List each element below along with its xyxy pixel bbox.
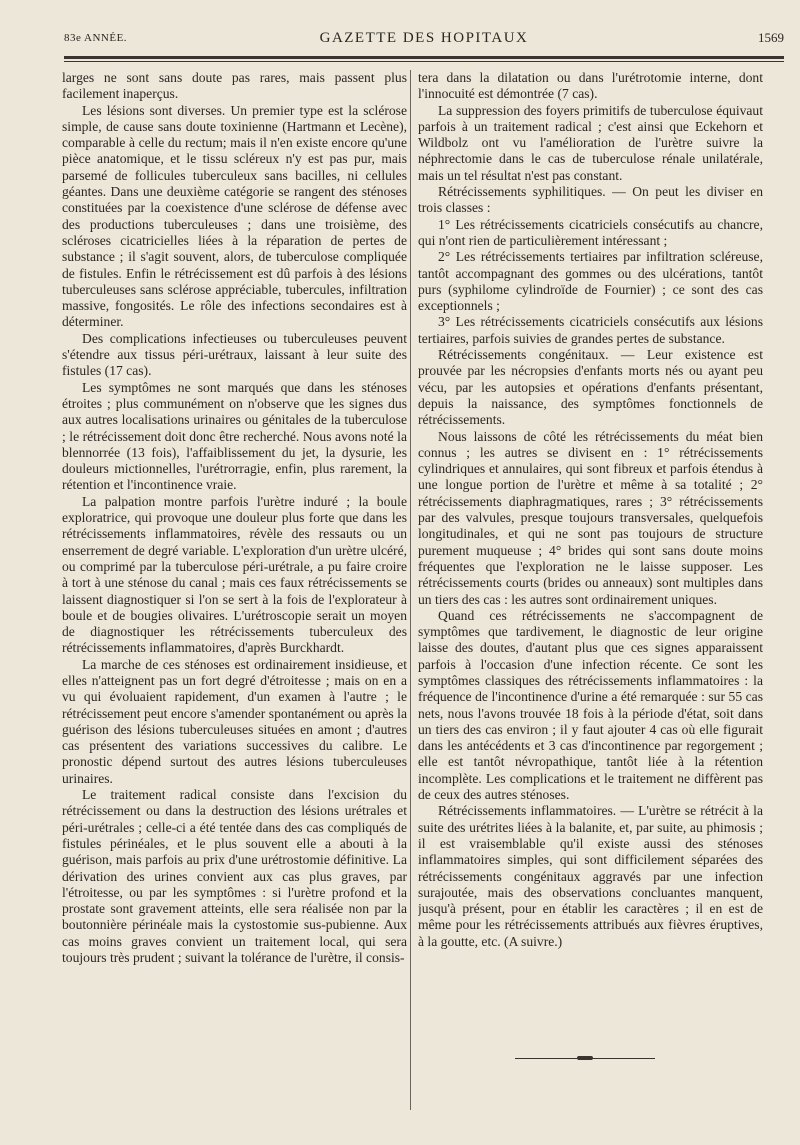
page-header	[64, 30, 784, 50]
left-column	[62, 70, 407, 1110]
paragraph: La marche de ces sténoses est ordinairement insidieuse, et elles n'atteignent pas un fort degré d'étroitesse ; mais on en a vu qui évoluaient rapidement, d'un examen à l'autre ; le rétrécissement peut encore s'amender spontanément ou après la guérison des lésions tuberculeuses situées en amont ; d'autres cas présentent des variations successives du calibre. Le pronostic dépend surtout des autres lésions tuberculeuses urinaires.	[62, 656, 407, 786]
column-divider	[410, 70, 411, 1110]
paragraph: Quand ces rétrécissements ne s'accompagnent de symptômes que tardivement, le diagnostic de leur origine laisse des doutes, d'autant plus que ces signes apparaissent parfois à l'occasion d'une infection récente. Ce sont les symptômes classiques des rétrécissements inflammatoires : la fréquence de l'incontinence d'urine a été remarquée : sur 55 cas nets, nous l'avons trouvée 18 fois à la période d'état, soit dans un tiers des cas environ ; il y faut ajouter 4 cas où elle figurait dans les antécédents et 3 cas d'incontinence par regorgement ; elle est tantôt névropathique, tantôt liée à la rétention incomplète. Les complications et le traitement ne diffèrent pas de ceux des autres sténoses.	[418, 607, 763, 803]
paragraph: larges ne sont sans doute pas rares, mais passent plus facilement inaperçus.	[62, 70, 407, 102]
paragraph: Rétrécissements congénitaux. — Leur existence est prouvée par les nécropsies d'enfants morts nés ou ayant peu vécu, par les autopsies et opérations d'enfants présentant, depuis la naissance, des symptômes fonctionnels de rétrécissements.	[418, 347, 763, 428]
page-number: 1569	[758, 30, 784, 45]
header-rule-thin	[64, 61, 784, 62]
paragraph: Rétrécissements inflammatoires. — L'urètre se rétrécit à la suite des urétrites liées à la balanite, et, par suite, au phimosis ; il est vraisemblable qu'il existe aussi des sténoses inflammatoires simples, qui sont difficilement séparées des rétrécissements congénitaux aggravés par une infection surajoutée, mais des observations concluantes manquent, jusqu'à présent, pour en établir les caractères ; il en est de même pour les rétrécissements attribués aux fièvres éruptives, à la goutte, etc. (A suivre.)	[418, 803, 763, 949]
paragraph: Les lésions sont diverses. Un premier type est la sclérose simple, de cause sans doute toxinienne (Hartmann et Lecène), comparable à celle du rectum; mais il n'en existe encore qu'une pièce anatomique, et le tissu scléreux n'y est pas pur, mais parsemé de follicules tuberculeux sans bacilles, ni cellules géantes. Dans une deuxième catégorie se rangent des sténoses constituées par la coexistence d'une sclérose de défense avec des productions tuberculeuses ; dans une troisième, des scléroses cicatricielles liées à la réparation de pertes de substance ; il s'agit souvent, alors, de tuberculose compliquée de fistules. Enfin le rétrécissement est dû parfois à des lésions tuberculeuses sans sclérose appréciable, tubercules, infiltration massive, fongosités. Le rôle des infections secondaires est à déterminer.	[62, 102, 407, 330]
paragraph: Rétrécissements syphilitiques. — On peut les diviser en trois classes :	[418, 184, 763, 216]
paragraph: Les symptômes ne sont marqués que dans les sténoses étroites ; plus communément on n'observe que les signes dus aux autres localisations urinaires ou génitales de la tuberculose ; le rétrécissement doit donc être recherché. Nous avons noté la blennorrée (13 fois), l'affaiblissement du jet, la dysurie, les douleurs mictionnelles, l'urétrorragie, enfin, plus rarement, la rétention et l'incontinence vraie.	[62, 379, 407, 493]
paragraph: Des complications infectieuses ou tuberculeuses peuvent s'étendre aux tissus péri-urétraux, laissant à leur suite des fistules (17 cas).	[62, 330, 407, 379]
paragraph: 1° Les rétrécissements cicatriciels consécutifs au chancre, qui n'ont rien de particulièrement intéressant ;	[418, 216, 763, 248]
paragraph: 2° Les rétrécissements tertiaires par infiltration scléreuse, tantôt accompagnant des gommes ou des ulcérations, tantôt purs (syphilome cylindroïde de Fournier) ; ce sont des cas exceptionnels ;	[418, 249, 763, 314]
header-rule-thick	[64, 56, 784, 59]
journal-title: GAZETTE DES HOPITAUX	[319, 30, 529, 46]
end-ornament	[515, 1055, 655, 1061]
paragraph: Le traitement radical consiste dans l'excision du rétrécissement ou dans la destruction des lésions urétrales et péri-urétrales ; celle-ci a été tentée dans des cas compliqués de fistules périnéales, et le plus souvent elle a abouti à la guérison, mais parfois au prix d'une urétrostomie définitive. La dérivation des urines convient aux cas plus graves, par l'étroitesse, ou par les symptômes : si l'urètre profond et la prostate sont gravement atteints, elle sera réalisée non par la boutonnière périnéale mais la cystostomie sus-pubienne. Aux cas moins graves convient un traitement local, qui sera toujours très prudent ; suivant la tolérance de l'urètre, il consis-	[62, 787, 407, 966]
paragraph: 3° Les rétrécissements cicatriciels consécutifs aux lésions tertiaires, parfois suivies de grandes pertes de substance.	[418, 314, 763, 346]
paragraph: La palpation montre parfois l'urètre induré ; la boule exploratrice, qui provoque une douleur plus forte que dans les rétrécissements inflammatoires, révèle des ressauts ou un enserrement de degré variable. L'exploration d'un urètre ulcéré, ou comprimé par la tuberculose péri-urétrale, a pu faire croire à tort à une sténose du canal ; mais ces faux rétrécissements se laissent diagnostiquer si l'on se sert à la fois de l'explorateur à boule et de bougies olivaires. L'urétroscopie serait un moyen de diagnostiquer les rétrécissements tuberculeux des rétrécissements inflammatoires, d'après Burckhardt.	[62, 493, 407, 656]
paragraph: La suppression des foyers primitifs de tuberculose équivaut parfois à un traitement radical ; c'est ainsi que Eckehorn et Wildbolz ont vu l'amélioration de l'urètre suivre la néphrectomie dans le cas de tuberculose rénale unilatérale, mais un tel résultat n'est pas constant.	[418, 102, 763, 183]
paragraph: tera dans la dilatation ou dans l'urétrotomie interne, dont l'innocuité est démontrée (7 cas).	[418, 70, 763, 102]
issue-year: 83e ANNÉE.	[64, 32, 128, 44]
paragraph: Nous laissons de côté les rétrécissements du méat bien connus ; les autres se divisent en : 1° rétrécissements cylindriques et annulaires, qui sont fibreux et parfois étendus à une longue portion de l'urètre et même à sa totalité ; 2° rétrécissements diaphragmatiques, rares ; 3° rétrécissements par des valvules, presque toujours transversales, quelquefois longitudinales, et qui ne sont pas toujours de structure purement muqueuse ; 4° brides qui sont sans doute moins fréquentes que l'exploration ne le laisse supposer. Les rétrécissements courts (brides ou anneaux) sont multiples dans un tiers des cas : les autres sont ordinairement uniques.	[418, 428, 763, 607]
right-column	[418, 70, 763, 1110]
